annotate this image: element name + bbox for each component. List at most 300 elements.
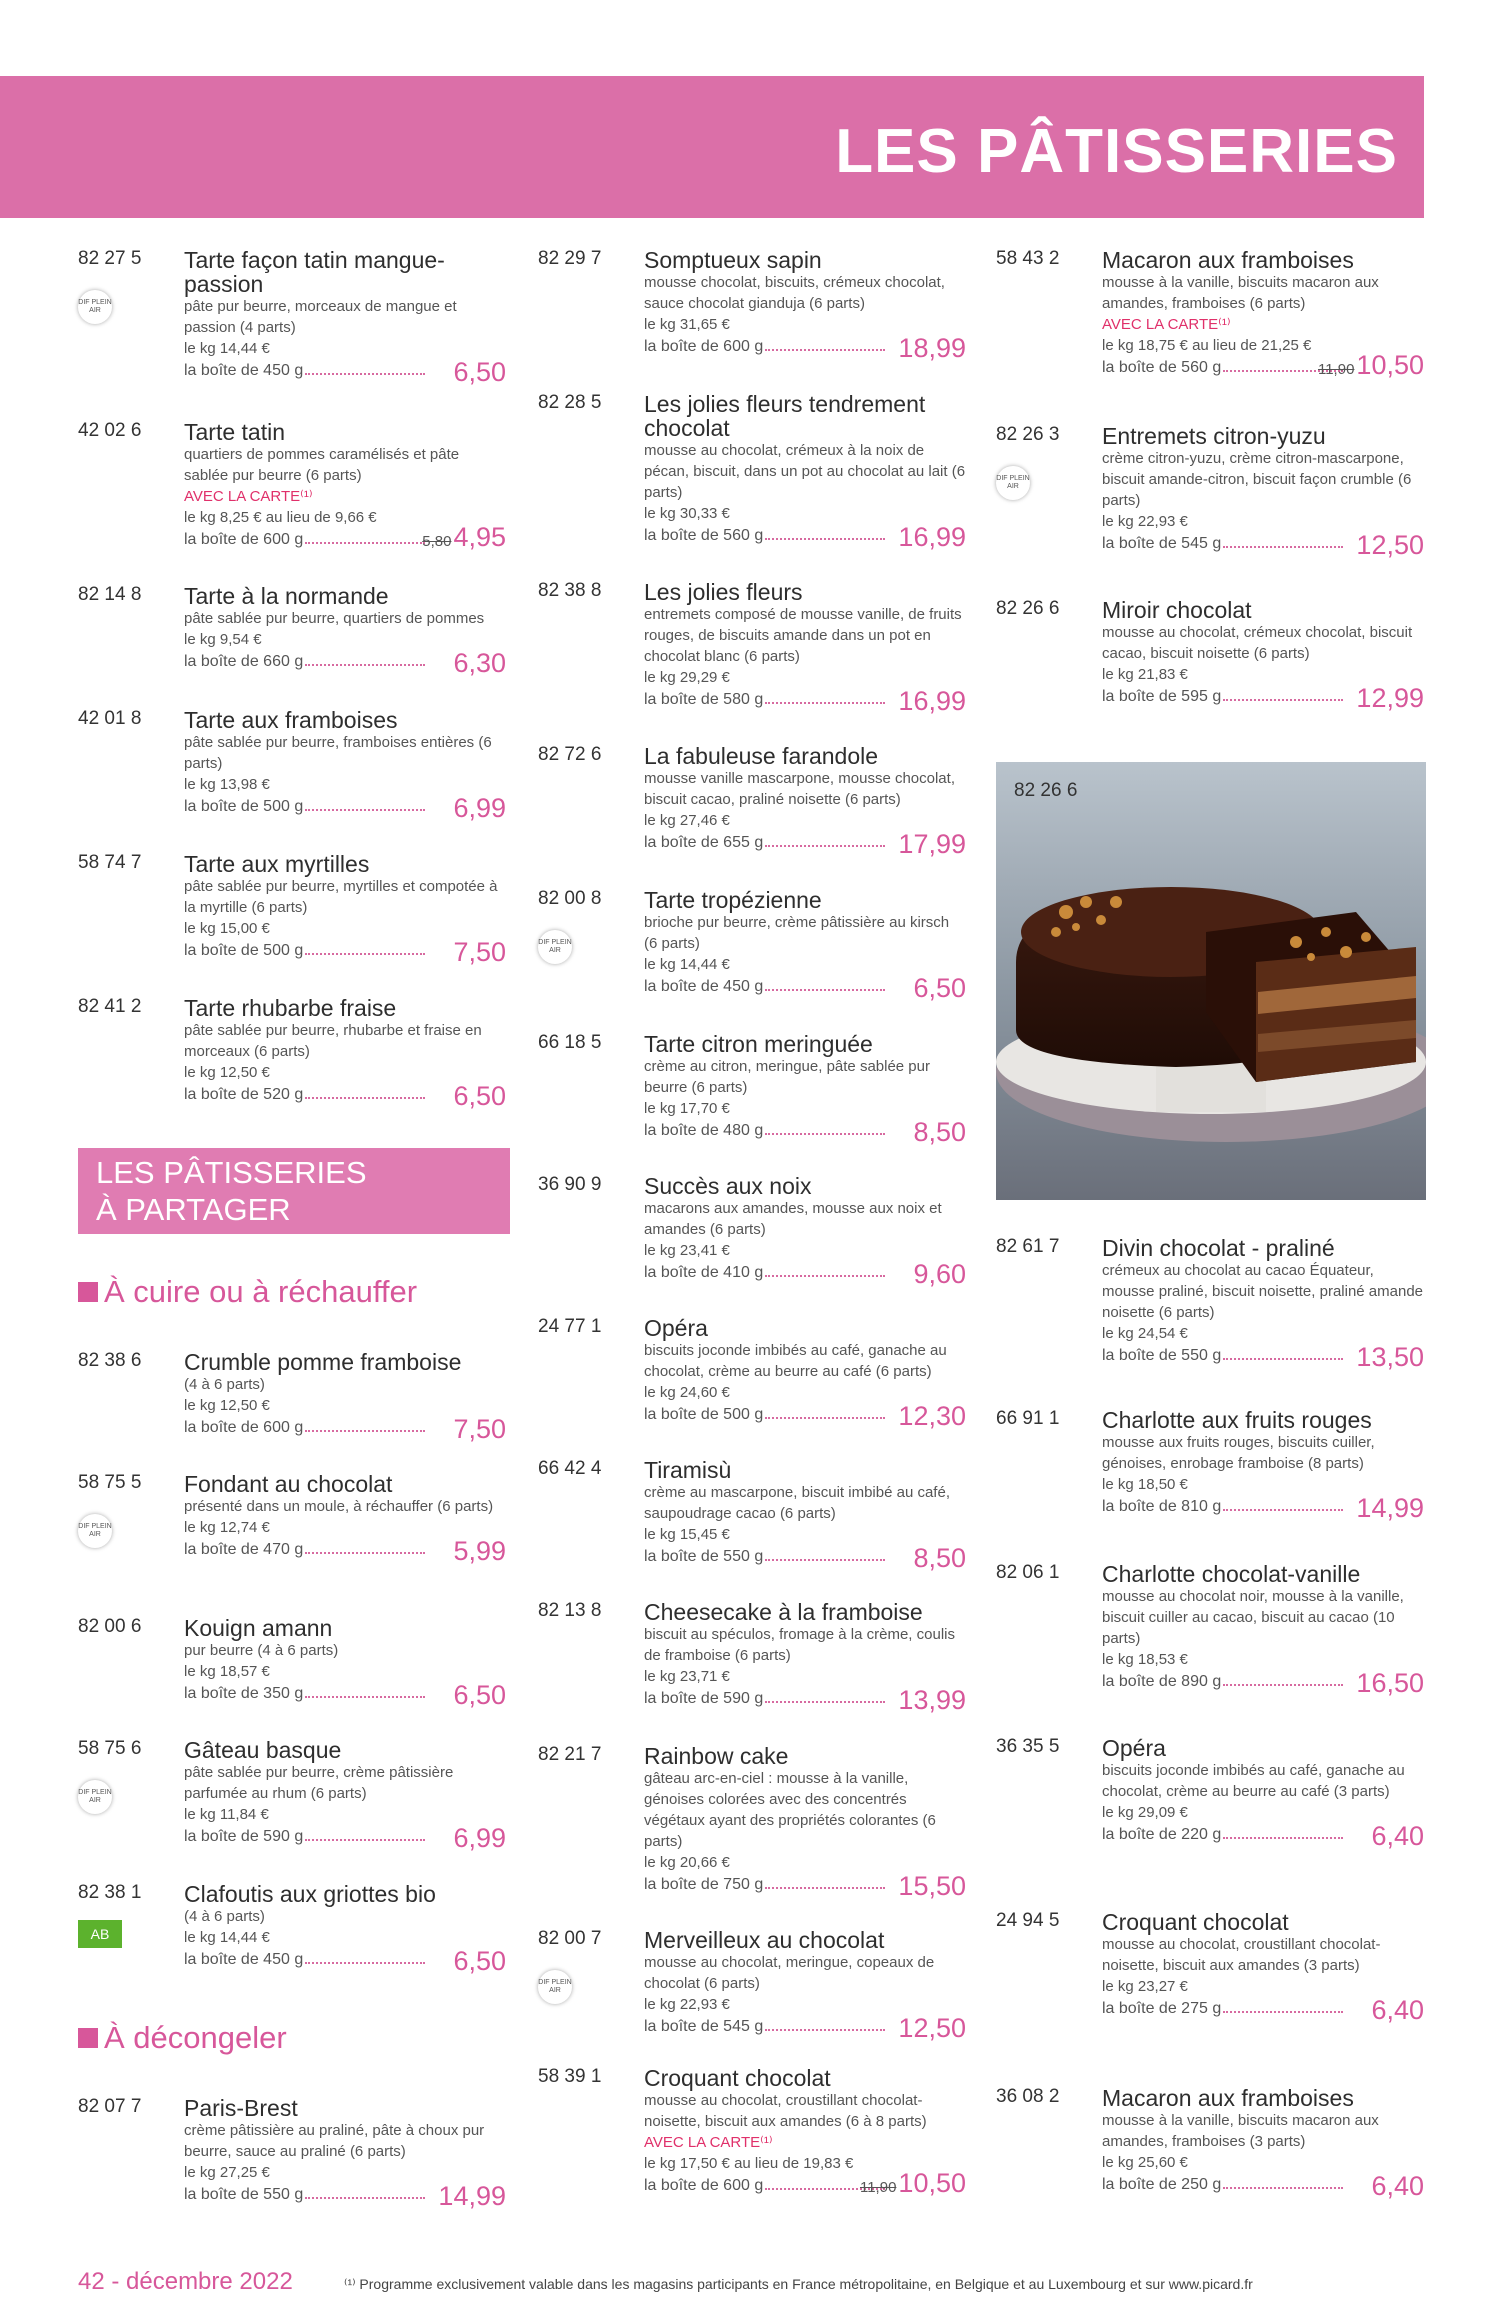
price-per-kg: le kg 30,33 € <box>644 505 730 522</box>
price-group <box>1371 2171 1424 2201</box>
product-code: 24 94 5 <box>996 1910 1060 1931</box>
product-description: crème au mascarpone, biscuit imbibé au café, saupoudrage cacao (6 parts) <box>644 1484 950 1522</box>
product-name: Les jolies fleurs <box>644 579 803 605</box>
box-line <box>1102 1493 1424 1523</box>
box-weight: la boîte de 480 g <box>644 1122 764 1139</box>
price: 16,99 <box>898 686 966 716</box>
product-details <box>1102 1735 1424 1851</box>
box-weight: la boîte de 590 g <box>644 1690 764 1707</box>
price-per-kg: le kg 12,50 € <box>184 1064 270 1081</box>
leader-dots <box>1223 546 1343 548</box>
price-group <box>913 1543 966 1573</box>
box-line <box>644 1871 966 1901</box>
box-line <box>1102 350 1424 380</box>
product-description: crémeux au chocolat au cacao Équateur, mousse praliné, biscuit noisette, praliné amande noisette (6 parts) <box>1102 1262 1424 1321</box>
product-code: 82 06 1 <box>996 1562 1060 1583</box>
product-description: (4 à 6 parts) <box>184 1908 265 1925</box>
price-per-kg: le kg 12,50 € <box>184 1397 270 1414</box>
box-weight: la boîte de 500 g <box>644 1406 764 1423</box>
product-name: Entremets citron-yuzu <box>1102 423 1326 449</box>
box-line <box>1102 1342 1424 1372</box>
price-group <box>453 1680 506 1710</box>
price-per-kg: le kg 24,54 € <box>1102 1325 1188 1342</box>
leader-dots <box>765 702 885 704</box>
product-code: 24 77 1 <box>538 1316 602 1337</box>
price-per-kg: le kg 25,60 € <box>1102 2154 1188 2171</box>
price-per-kg: le kg 23,71 € <box>644 1668 730 1685</box>
price: 9,60 <box>913 1259 966 1289</box>
leader-dots <box>765 1417 885 1419</box>
header-banner <box>0 76 1424 218</box>
product-description: mousse au chocolat, meringue, copeaux de chocolat (6 parts) <box>644 1954 935 1992</box>
price: 17,99 <box>898 829 966 859</box>
box-weight: la boîte de 890 g <box>1102 1673 1222 1690</box>
price-group <box>453 793 506 823</box>
product-details <box>644 1315 966 1431</box>
price: 7,50 <box>453 937 506 967</box>
product-details <box>184 583 506 678</box>
leader-dots <box>765 845 885 847</box>
product-code: 66 18 5 <box>538 1032 602 1053</box>
price: 18,99 <box>898 333 966 363</box>
product-name: Rainbow cake <box>644 1743 789 1769</box>
price-group <box>898 829 966 859</box>
product-details <box>184 995 506 1111</box>
product-description: entremets composé de mousse vanille, de fruits rouges, de biscuits amande dans un pot en chocolat blanc (6 parts) <box>644 606 962 665</box>
price: 14,99 <box>1356 1493 1424 1523</box>
price: 8,50 <box>913 1543 966 1573</box>
price: 12,50 <box>898 2013 966 2043</box>
product-details <box>184 1881 506 1976</box>
box-line <box>1102 1821 1424 1851</box>
box-weight: la boîte de 250 g <box>1102 2176 1222 2193</box>
product-name: Macaron aux framboises <box>1102 2085 1354 2111</box>
price-per-kg: le kg 13,98 € <box>184 776 270 793</box>
box-line <box>1102 683 1424 713</box>
plein-air-badge-icon: DIF PLEIN AIR <box>538 1970 572 2004</box>
price-per-kg: le kg 24,60 € <box>644 1384 730 1401</box>
box-weight: la boîte de 410 g <box>644 1264 764 1281</box>
product-description: pur beurre (4 à 6 parts) <box>184 1642 339 1659</box>
product-description: biscuit au spéculos, fromage à la crème, coulis de framboise (6 parts) <box>644 1626 955 1664</box>
product-description: mousse à la vanille, biscuits macaron aux amandes, framboises (3 parts) <box>1102 2112 1379 2150</box>
price-per-kg: le kg 23,27 € <box>1102 1978 1188 1995</box>
product-code: 36 35 5 <box>996 1736 1060 1757</box>
plein-air-badge-icon: DIF PLEIN AIR <box>538 930 572 964</box>
product-name: Les jolies fleurs tendrement chocolat <box>644 391 926 441</box>
leader-dots <box>765 349 885 351</box>
product-description: mousse au chocolat noir, mousse à la vanille, biscuit cuiller au cacao, biscuit au cacao (10 parts) <box>1102 1588 1404 1647</box>
box-line <box>184 1946 506 1976</box>
product-code: 58 39 1 <box>538 2066 602 2087</box>
price-per-kg: le kg 18,75 € au lieu de 21,25 € <box>1102 337 1312 354</box>
product-name: Tiramisù <box>644 1457 732 1483</box>
product-code: 58 75 5 <box>78 1472 142 1493</box>
loyalty-card-note: AVEC LA CARTE⁽¹⁾ <box>644 2134 773 2151</box>
box-weight: la boîte de 220 g <box>1102 1826 1222 1843</box>
product-details <box>1102 1407 1424 1523</box>
box-weight: la boîte de 580 g <box>644 691 764 708</box>
box-line <box>644 333 966 363</box>
product-code: 82 29 7 <box>538 248 602 269</box>
price-per-kg: le kg 27,46 € <box>644 812 730 829</box>
product-details <box>184 420 506 551</box>
leader-dots <box>305 1839 425 1841</box>
product-details <box>1102 248 1424 379</box>
price-per-kg: le kg 17,50 € au lieu de 19,83 € <box>644 2155 854 2172</box>
price: 14,99 <box>438 2181 506 2211</box>
price: 6,50 <box>453 1680 506 1710</box>
price-group <box>438 2181 506 2211</box>
product-name: Macaron aux framboises <box>1102 247 1354 273</box>
chocolate-cake-image <box>996 762 1426 1200</box>
price-per-kg: le kg 9,54 € <box>184 631 262 648</box>
product-details <box>644 1031 966 1147</box>
box-weight: la boîte de 600 g <box>644 2177 764 2194</box>
price: 4,95 <box>453 522 506 552</box>
product-code: 82 27 5 <box>78 248 142 269</box>
product-name: Croquant chocolat <box>644 2065 831 2091</box>
price-group <box>913 973 966 1003</box>
box-weight: la boîte de 590 g <box>184 1828 304 1845</box>
price-per-kg: le kg 31,65 € <box>644 316 730 333</box>
price: 16,50 <box>1356 1668 1424 1698</box>
product-name: Tarte à la normande <box>184 583 389 609</box>
loyalty-card-note: AVEC LA CARTE⁽¹⁾ <box>1102 316 1231 333</box>
square-icon <box>78 1282 98 1302</box>
product-details <box>184 1737 506 1853</box>
price-group <box>913 1259 966 1289</box>
product-code: 82 26 6 <box>996 598 1060 619</box>
subhead-cuire <box>78 1274 417 1310</box>
product-description: crème pâtissière au praliné, pâte à choux pur beurre, sauce au praliné (6 parts) <box>184 2122 485 2160</box>
price-group <box>1356 1342 1424 1372</box>
price: 8,50 <box>913 1117 966 1147</box>
product-description: présenté dans un moule, à réchauffer (6 parts) <box>184 1498 494 1515</box>
box-line <box>184 793 506 823</box>
box-line <box>184 1823 506 1853</box>
product-code: 82 21 7 <box>538 1744 602 1765</box>
product-name: Miroir chocolat <box>1102 597 1252 623</box>
price: 6,30 <box>453 648 506 678</box>
price: 6,50 <box>453 1946 506 1976</box>
product-name: Paris-Brest <box>184 2095 298 2121</box>
price: 15,50 <box>898 1871 966 1901</box>
box-line <box>184 522 506 552</box>
leader-dots <box>1223 699 1343 701</box>
price: 6,40 <box>1371 2171 1424 2201</box>
price-group <box>453 1823 506 1853</box>
product-details <box>1102 423 1424 560</box>
box-line <box>1102 1668 1424 1698</box>
share-line-2: À PARTAGER <box>96 1192 291 1227</box>
box-line <box>1102 530 1424 560</box>
price-per-kg: le kg 20,66 € <box>644 1854 730 1871</box>
box-line <box>184 1536 506 1566</box>
subhead-cuire-label: À cuire ou à réchauffer <box>104 1274 418 1309</box>
product-description: (4 à 6 parts) <box>184 1376 265 1393</box>
product-code: 82 13 8 <box>538 1600 602 1621</box>
product-code: 66 42 4 <box>538 1458 602 1479</box>
price-per-kg: le kg 14,44 € <box>184 1929 270 1946</box>
box-line <box>644 686 966 716</box>
box-weight: la boîte de 550 g <box>644 1548 764 1565</box>
leader-dots <box>1223 1509 1343 1511</box>
plein-air-badge-icon: DIF PLEIN AIR <box>78 290 112 324</box>
product-name: Croquant chocolat <box>1102 1909 1289 1935</box>
box-weight: la boîte de 275 g <box>1102 2000 1222 2017</box>
leader-dots <box>305 953 425 955</box>
price-per-kg: le kg 11,84 € <box>184 1806 269 1823</box>
price-group <box>1371 1995 1424 2025</box>
box-weight: la boîte de 450 g <box>184 362 304 379</box>
leader-dots <box>765 2029 885 2031</box>
leader-dots <box>765 989 885 991</box>
product-name: Crumble pomme framboise <box>184 1349 462 1375</box>
price: 6,40 <box>1371 1995 1424 2025</box>
box-weight: la boîte de 595 g <box>1102 688 1222 705</box>
box-line <box>184 357 506 387</box>
leader-dots <box>305 1430 425 1432</box>
price-group <box>859 2168 966 2199</box>
product-details <box>644 1743 966 1901</box>
price-per-kg: le kg 29,09 € <box>1102 1804 1188 1821</box>
price-group <box>1356 1668 1424 1698</box>
product-details <box>1102 1235 1424 1372</box>
box-weight: la boîte de 600 g <box>184 1419 304 1436</box>
leader-dots <box>765 1275 885 1277</box>
product-details <box>184 1471 506 1566</box>
price: 5,99 <box>453 1536 506 1566</box>
price-group <box>898 2013 966 2043</box>
price: 13,99 <box>898 1685 966 1715</box>
box-weight: la boîte de 655 g <box>644 834 764 851</box>
box-line <box>184 937 506 967</box>
price: 6,50 <box>453 1081 506 1111</box>
price-per-kg: le kg 21,83 € <box>1102 666 1188 683</box>
product-details <box>1102 597 1424 713</box>
plein-air-badge-icon: DIF PLEIN AIR <box>78 1780 112 1814</box>
product-details <box>184 247 506 387</box>
box-line <box>644 1117 966 1147</box>
box-line <box>644 2168 966 2198</box>
product-name: Opéra <box>644 1315 708 1341</box>
price-group <box>422 522 506 553</box>
leader-dots <box>765 538 885 540</box>
price: 10,50 <box>898 2168 966 2198</box>
price-group <box>898 1871 966 1901</box>
product-name: Tarte tatin <box>184 419 285 445</box>
old-price: 11,90 <box>859 2179 897 2196</box>
product-name: Divin chocolat - praliné <box>1102 1235 1335 1261</box>
price-group <box>453 1414 506 1444</box>
leader-dots <box>1223 1837 1343 1839</box>
footnote: ⁽¹⁾ Programme exclusivement valable dans les magasins participants en France métropolitaine, en Belgique et au Luxembourg et sur www.picard.fr <box>344 2276 1253 2292</box>
product-details <box>1102 1561 1424 1698</box>
product-code: 82 38 8 <box>538 580 602 601</box>
price-group <box>913 1117 966 1147</box>
share-line-1: LES PÂTISSERIES <box>96 1155 367 1190</box>
price-per-kg: le kg 18,57 € <box>184 1663 270 1680</box>
box-weight: la boîte de 500 g <box>184 798 304 815</box>
product-name: Opéra <box>1102 1735 1166 1761</box>
product-details <box>644 247 966 363</box>
price-per-kg: le kg 22,93 € <box>644 1996 730 2013</box>
product-photo <box>996 762 1426 1200</box>
box-line <box>184 1081 506 1111</box>
product-description: biscuits joconde imbibés au café, ganache au chocolat, crème au beurre au café (3 parts) <box>1102 1762 1405 1800</box>
price-per-kg: le kg 14,44 € <box>644 956 730 973</box>
box-line <box>184 1414 506 1444</box>
box-weight: la boîte de 600 g <box>184 531 304 548</box>
box-weight: la boîte de 450 g <box>184 1951 304 1968</box>
product-details <box>184 1615 506 1710</box>
product-name: Tarte aux myrtilles <box>184 851 370 877</box>
product-description: crème au citron, meringue, pâte sablée pur beurre (6 parts) <box>644 1058 930 1096</box>
product-description: biscuits joconde imbibés au café, ganache au chocolat, crème au beurre au café (6 parts) <box>644 1342 947 1380</box>
product-code: 42 02 6 <box>78 420 142 441</box>
box-line <box>644 1685 966 1715</box>
box-weight: la boîte de 810 g <box>1102 1498 1222 1515</box>
product-details <box>184 851 506 967</box>
price-per-kg: le kg 29,29 € <box>644 669 730 686</box>
box-weight: la boîte de 550 g <box>1102 1347 1222 1364</box>
leader-dots <box>765 1559 885 1561</box>
price-group <box>453 648 506 678</box>
product-description: mousse au chocolat, croustillant chocolat-noisette, biscuit aux amandes (6 à 8 parts) <box>644 2092 927 2130</box>
leader-dots <box>305 542 425 544</box>
product-details <box>644 391 966 552</box>
product-name: La fabuleuse farandole <box>644 743 879 769</box>
product-code: 58 75 6 <box>78 1738 142 1759</box>
product-details <box>184 1349 506 1444</box>
price-per-kg: le kg 15,45 € <box>644 1526 730 1543</box>
product-description: mousse au chocolat, crémeux chocolat, biscuit cacao, biscuit noisette (6 parts) <box>1102 624 1413 662</box>
price-per-kg: le kg 15,00 € <box>184 920 270 937</box>
price: 6,99 <box>453 793 506 823</box>
product-name: Kouign amann <box>184 1615 333 1641</box>
product-description: pâte pur beurre, morceaux de mangue et passion (4 parts) <box>184 298 457 336</box>
product-description: gâteau arc-en-ciel : mousse à la vanille, génoises colorées avec des concentrés végétaux ayant des propriétés colorantes (6 parts) <box>644 1770 936 1850</box>
product-name: Charlotte aux fruits rouges <box>1102 1407 1372 1433</box>
price-group <box>898 522 966 552</box>
product-description: pâte sablée pur beurre, quartiers de pommes <box>184 610 485 627</box>
product-name: Tarte aux framboises <box>184 707 398 733</box>
leader-dots <box>305 1962 425 1964</box>
price-group <box>453 1081 506 1111</box>
box-line <box>644 1543 966 1573</box>
product-code: 82 26 3 <box>996 424 1060 445</box>
product-description: mousse au chocolat, croustillant chocolat-noisette, biscuit aux amandes (3 parts) <box>1102 1936 1381 1974</box>
box-weight: la boîte de 450 g <box>644 978 764 995</box>
leader-dots <box>305 1552 425 1554</box>
price: 16,99 <box>898 522 966 552</box>
product-details <box>184 2095 506 2211</box>
product-description: pâte sablée pur beurre, myrtilles et compotée à la myrtille (6 parts) <box>184 878 498 916</box>
product-details <box>1102 1909 1424 2025</box>
leader-dots <box>305 809 425 811</box>
product-code: 66 91 1 <box>996 1408 1060 1429</box>
price: 12,50 <box>1356 530 1424 560</box>
leader-dots <box>1223 2187 1343 2189</box>
price-per-kg: le kg 22,93 € <box>1102 513 1188 530</box>
price: 6,99 <box>453 1823 506 1853</box>
product-name: Cheesecake à la framboise <box>644 1599 923 1625</box>
leader-dots <box>765 1887 885 1889</box>
product-name: Tarte tropézienne <box>644 887 822 913</box>
price: 12,30 <box>898 1401 966 1431</box>
product-description: pâte sablée pur beurre, rhubarbe et fraise en morceaux (6 parts) <box>184 1022 482 1060</box>
box-weight: la boîte de 470 g <box>184 1541 304 1558</box>
leader-dots <box>1223 2011 1343 2013</box>
leader-dots <box>305 1696 425 1698</box>
product-description: mousse vanille mascarpone, mousse chocolat, biscuit cacao, praliné noisette (6 parts) <box>644 770 955 808</box>
box-line <box>644 1259 966 1289</box>
leader-dots <box>1223 1684 1343 1686</box>
product-name: Charlotte chocolat-vanille <box>1102 1561 1361 1587</box>
price-per-kg: le kg 17,70 € <box>644 1100 730 1117</box>
product-code: 82 00 7 <box>538 1928 602 1949</box>
box-line <box>1102 1995 1424 2025</box>
price-group <box>453 357 506 387</box>
box-line <box>644 1401 966 1431</box>
product-description: quartiers de pommes caramélisés et pâte sablée pur beurre (6 parts) <box>184 446 460 484</box>
price: 6,40 <box>1371 1821 1424 1851</box>
page-number-date: 42 - décembre 2022 <box>78 2268 293 2295</box>
share-section-box <box>78 1148 510 1234</box>
price: 7,50 <box>453 1414 506 1444</box>
product-description: mousse à la vanille, biscuits macaron aux amandes, framboises (6 parts) <box>1102 274 1379 312</box>
product-details <box>644 743 966 859</box>
product-code: 82 00 8 <box>538 888 602 909</box>
price-group <box>1356 530 1424 560</box>
price-group <box>898 1685 966 1715</box>
price-per-kg: le kg 23,41 € <box>644 1242 730 1259</box>
price: 6,50 <box>453 357 506 387</box>
price: 6,50 <box>913 973 966 1003</box>
photo-product-code: 82 26 6 <box>1014 780 1078 801</box>
product-description: macarons aux amandes, mousse aux noix et amandes (6 parts) <box>644 1200 942 1238</box>
box-line <box>184 1680 506 1710</box>
box-weight: la boîte de 520 g <box>184 1086 304 1103</box>
box-weight: la boîte de 550 g <box>184 2186 304 2203</box>
box-line <box>1102 2171 1424 2201</box>
plein-air-badge-icon: DIF PLEIN AIR <box>996 466 1030 500</box>
product-code: 82 38 1 <box>78 1882 142 1903</box>
leader-dots <box>765 1133 885 1135</box>
box-weight: la boîte de 545 g <box>644 2018 764 2035</box>
box-weight: la boîte de 600 g <box>644 338 764 355</box>
price-group <box>453 1946 506 1976</box>
old-price: 5,80 <box>422 533 452 550</box>
product-details <box>644 1599 966 1715</box>
box-line <box>644 973 966 1003</box>
price-group <box>898 1401 966 1431</box>
product-details <box>184 707 506 823</box>
product-description: mousse aux fruits rouges, biscuits cuiller, génoises, enrobage framboise (8 parts) <box>1102 1434 1375 1472</box>
square-icon <box>78 2028 98 2048</box>
price-per-kg: le kg 12,74 € <box>184 1519 270 1536</box>
product-code: 82 38 6 <box>78 1350 142 1371</box>
product-details <box>644 1457 966 1573</box>
price: 10,50 <box>1356 350 1424 380</box>
product-code: 82 07 7 <box>78 2096 142 2117</box>
product-description: brioche pur beurre, crème pâtissière au kirsch (6 parts) <box>644 914 950 952</box>
box-line <box>644 2013 966 2043</box>
box-line <box>184 648 506 678</box>
subhead-decongeler-label: À décongeler <box>104 2020 287 2055</box>
box-weight: la boîte de 560 g <box>1102 359 1222 376</box>
